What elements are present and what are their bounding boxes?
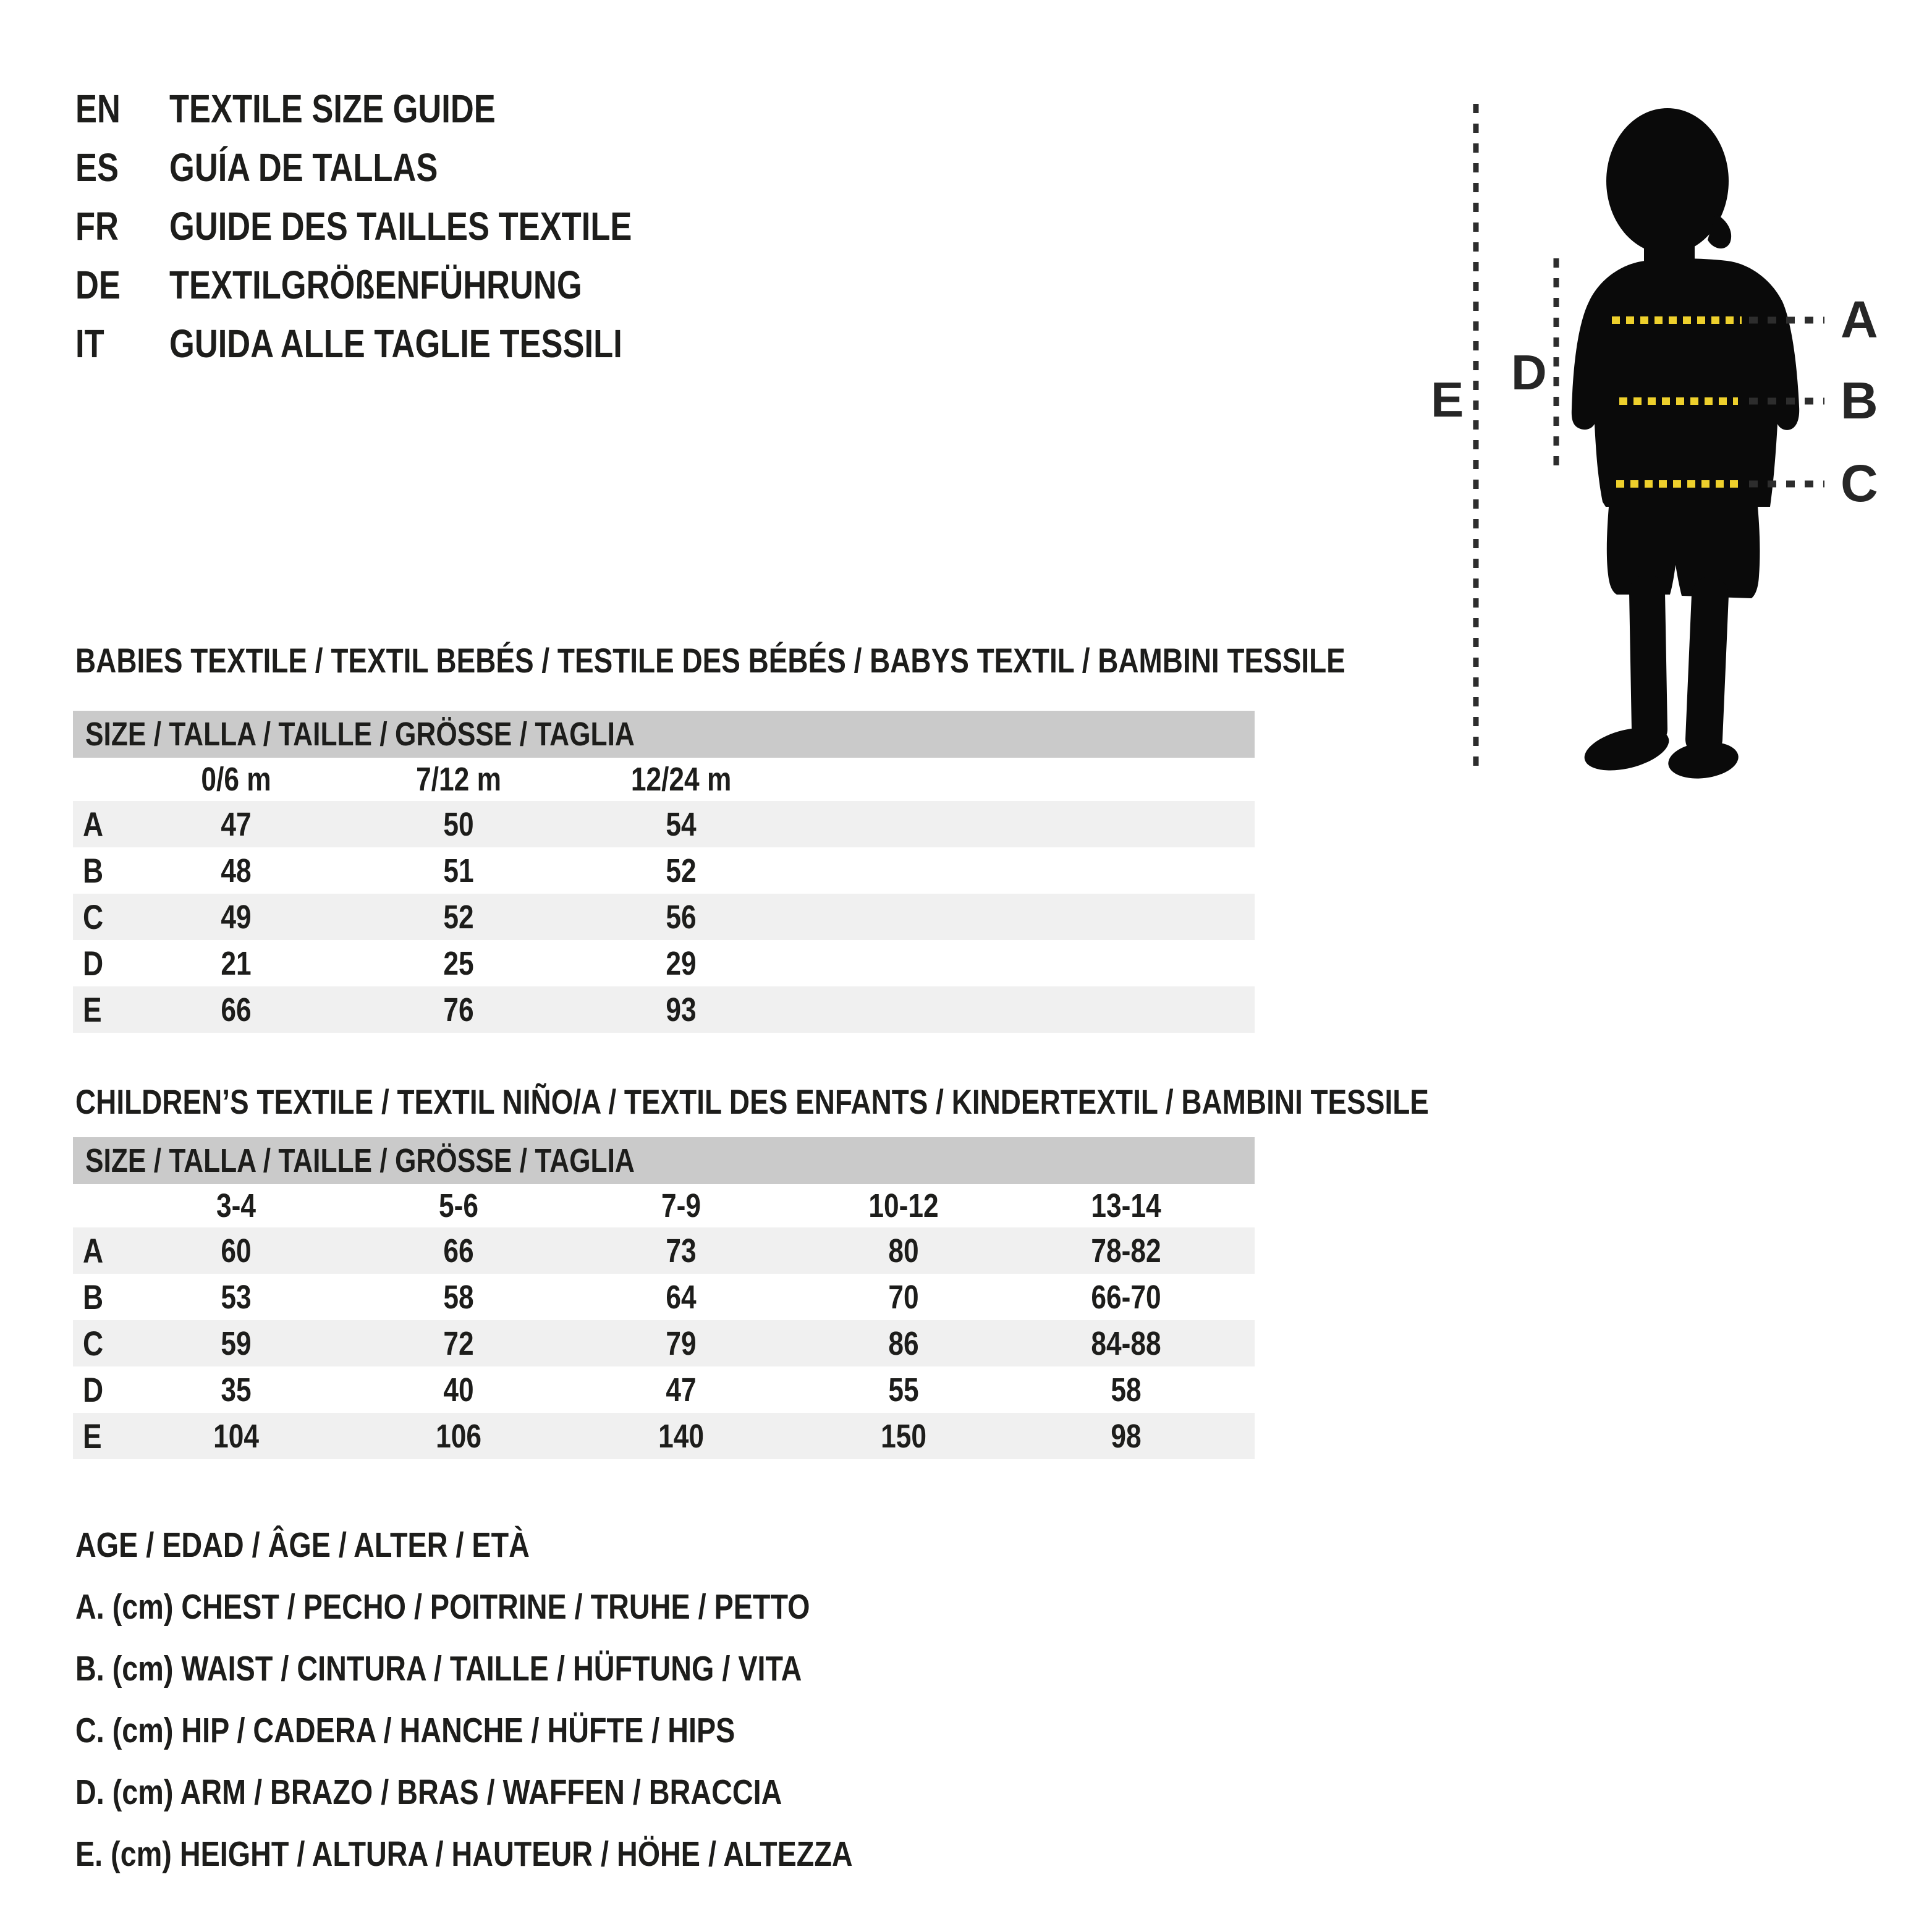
row-label: A [83,1231,104,1270]
language-row-es [75,138,734,197]
cell-value: 35 [221,1371,252,1409]
cell-value: 53 [221,1278,252,1316]
cell-value: 66 [221,991,252,1028]
child-silhouette-diagram [1415,73,1932,808]
language-title-list [75,79,734,373]
table-row [73,801,1255,847]
cell-value: 25 [443,944,474,982]
table-row [73,986,1255,1033]
cell-value: 52 [666,852,697,889]
language-code: EN [75,86,121,131]
cell-value: 58 [443,1278,474,1316]
babies-size-columns [73,758,1255,801]
cell-value: 58 [1111,1371,1142,1409]
cell-value: 84-88 [1091,1324,1161,1362]
language-row-en [75,79,734,138]
table-row [73,1366,1255,1413]
chest-label: A [1841,290,1878,349]
cell-value: 93 [666,991,697,1028]
language-row-it [75,314,734,373]
children-size-columns [73,1184,1255,1227]
row-label: E [83,1417,102,1455]
row-label: B [83,851,104,890]
legend-line-age: AGE / EDAD / ÂGE / ALTER / ETÀ [75,1525,530,1565]
language-title: TEXTILGRÖßENFÜHRUNG [169,262,582,307]
cell-value: 59 [221,1324,252,1362]
cell-value: 76 [443,991,474,1028]
table-row [73,940,1255,986]
language-code: DE [75,262,121,307]
language-code: IT [75,321,104,366]
legend-line-chest: A. (cm) CHEST / PECHO / POITRINE / TRUHE / PETTO [75,1587,810,1627]
waist-label: B [1841,371,1878,430]
legend-line-height: E. (cm) HEIGHT / ALTURA / HAUTEUR / HÖHE / ALTEZZA [75,1834,853,1874]
language-title: GUÍA DE TALLAS [169,145,438,190]
cell-value: 47 [221,805,252,843]
legend-line-waist: B. (cm) WAIST / CINTURA / TAILLE / HÜFTUNG / VITA [75,1649,802,1688]
cell-value: 52 [443,898,474,936]
cell-value: 150 [881,1417,926,1455]
cell-value: 98 [1111,1417,1142,1455]
cell-value: 47 [666,1371,697,1409]
height-label: E [1431,372,1464,427]
row-label: B [83,1277,104,1316]
cell-value: 49 [221,898,252,936]
cell-value: 86 [888,1324,919,1362]
children-size-table [73,1137,1255,1459]
cell-value: 29 [666,944,697,982]
row-label: D [83,1370,104,1409]
cell-value: 140 [658,1417,704,1455]
language-row-de [75,255,734,314]
cell-value: 73 [666,1232,697,1269]
cell-value: 106 [436,1417,481,1455]
table-row [73,1320,1255,1366]
child-silhouette-icon [1572,108,1799,782]
hip-label: C [1841,454,1878,512]
cell-value: 79 [666,1324,697,1362]
column-header: 0/6 m [201,761,271,798]
table-row [73,1274,1255,1320]
column-header: 12/24 m [630,761,732,798]
cell-value: 104 [213,1417,259,1455]
cell-value: 54 [666,805,697,843]
table-row [73,847,1255,894]
cell-value: 78-82 [1091,1232,1161,1269]
language-title: GUIDE DES TAILLES TEXTILE [169,203,632,248]
legend-line-arm: D. (cm) ARM / BRAZO / BRAS / WAFFEN / BRACCIA [75,1773,782,1812]
row-label: C [83,897,104,936]
column-header: 5-6 [438,1187,478,1224]
babies-section-title: BABIES TEXTILE / TEXTIL BEBÉS / TESTILE DES BÉBÉS / BABYS TEXTIL / BAMBINI TESSILE [75,641,1345,680]
column-header: 10-12 [868,1187,939,1224]
language-code: ES [75,145,119,190]
row-label: C [83,1324,104,1363]
cell-value: 56 [666,898,697,936]
cell-value: 60 [221,1232,252,1269]
column-header: 7-9 [661,1187,701,1224]
row-label: D [83,944,104,983]
cell-value: 40 [443,1371,474,1409]
cell-value: 66 [443,1232,474,1269]
cell-value: 64 [666,1278,697,1316]
babies-table-header: SIZE / TALLA / TAILLE / GRÖSSE / TAGLIA [73,711,1255,758]
cell-value: 66-70 [1091,1278,1161,1316]
table-row [73,1413,1255,1459]
language-title: GUIDA ALLE TAGLIE TESSILI [169,321,622,366]
cell-value: 48 [221,852,252,889]
language-code: FR [75,203,119,248]
children-table-header: SIZE / TALLA / TAILLE / GRÖSSE / TAGLIA [73,1137,1255,1184]
row-label: A [83,805,104,844]
legend-line-hip: C. (cm) HIP / CADERA / HANCHE / HÜFTE / HIPS [75,1711,735,1750]
column-header: 7/12 m [416,761,501,798]
cell-value: 70 [888,1278,919,1316]
language-title: TEXTILE SIZE GUIDE [169,86,496,131]
cell-value: 50 [443,805,474,843]
cell-value: 55 [888,1371,919,1409]
arm-label: D [1511,345,1547,400]
column-header: 3-4 [216,1187,256,1224]
children-section-title: CHILDREN’S TEXTILE / TEXTIL NIÑO/A / TEXTIL DES ENFANTS / KINDERTEXTIL / BAMBINI TESSILE [75,1082,1429,1121]
cell-value: 51 [443,852,474,889]
cell-value: 21 [221,944,252,982]
cell-value: 72 [443,1324,474,1362]
babies-size-table [73,711,1255,1033]
cell-value: 80 [888,1232,919,1269]
table-row [73,1227,1255,1274]
measurement-legend [75,1514,1023,1885]
column-header: 13-14 [1091,1187,1161,1224]
row-label: E [83,990,102,1029]
table-row [73,894,1255,940]
measurement-figure [1415,73,1932,808]
language-row-fr [75,197,734,255]
